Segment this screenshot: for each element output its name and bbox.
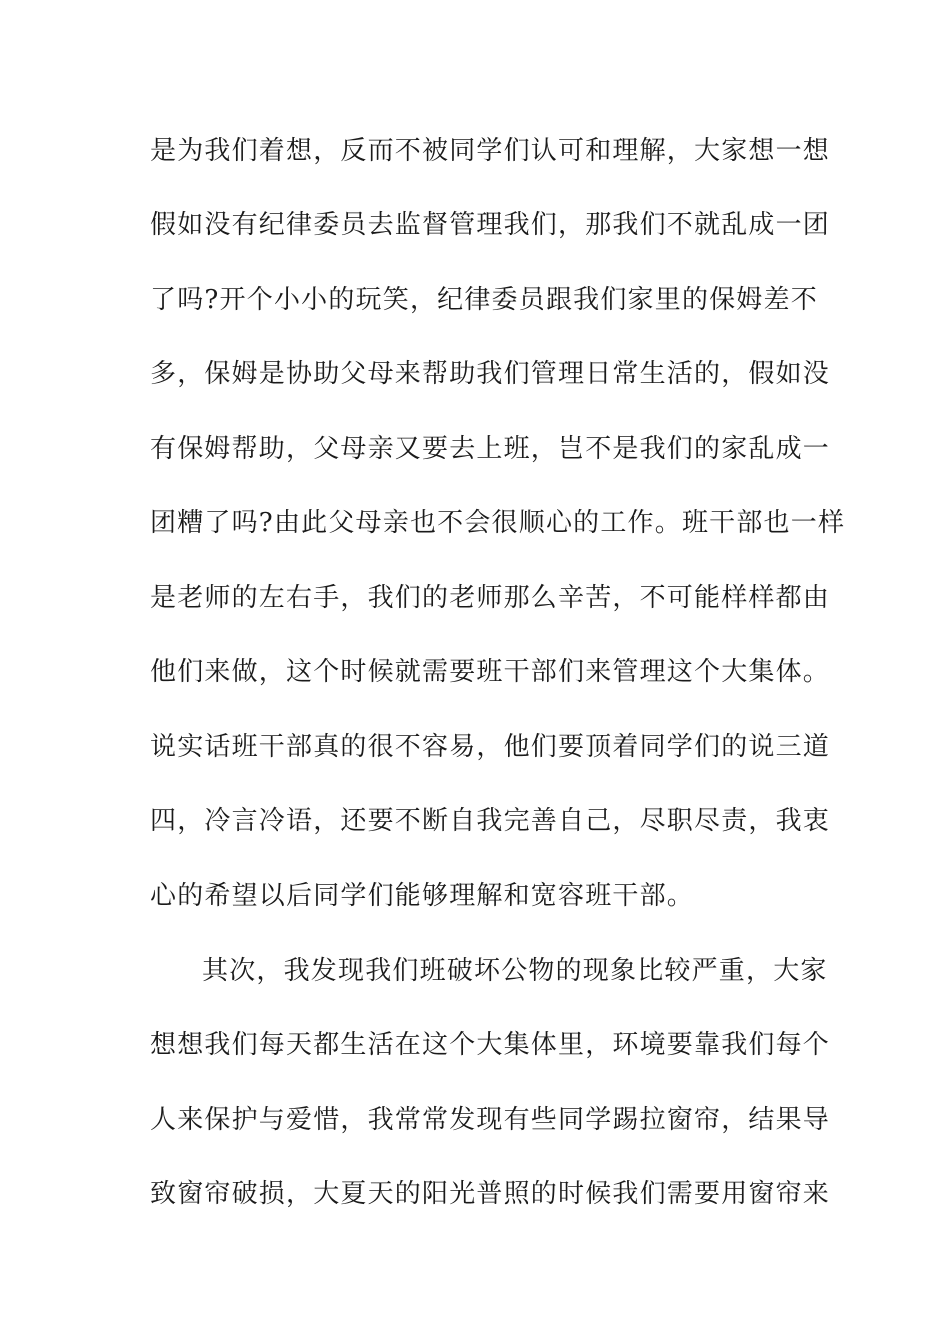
text-line: 团糟了吗?由此父母亲也不会很顺心的工作。班干部也一样	[150, 508, 846, 538]
text-line: 是老师的左右手，我们的老师那么辛苦，不可能样样都由	[150, 583, 831, 613]
text-line: 了吗?开个小小的玩笑，纪律委员跟我们家里的保姆差不	[150, 285, 818, 315]
text-line: 是为我们着想，反而不被同学们认可和理解，大家想一想	[150, 136, 831, 166]
text-line: 有保姆帮助，父母亲又要去上班，岂不是我们的家乱成一	[150, 434, 831, 464]
text-line: 他们来做，这个时候就需要班干部们来管理这个大集体。	[150, 657, 831, 687]
text-line: 多，保姆是协助父母来帮助我们管理日常生活的，假如没	[150, 359, 831, 389]
text-line: 想想我们每天都生活在这个大集体里，环境要靠我们每个	[150, 1030, 831, 1060]
text-line: 致窗帘破损，大夏天的阳光普照的时候我们需要用窗帘来	[150, 1179, 831, 1209]
text-line: 心的希望以后同学们能够理解和宽容班干部。	[150, 881, 695, 911]
text-line: 四，冷言冷语，还要不断自我完善自己，尽职尽责，我衷	[150, 806, 831, 836]
text-line: 说实话班干部真的很不容易，他们要顶着同学们的说三道	[150, 732, 831, 762]
text-line: 人来保护与爱惜，我常常发现有些同学踢拉窗帘，结果导	[150, 1105, 831, 1135]
text-line: 假如没有纪律委员去监督管理我们，那我们不就乱成一团	[150, 210, 831, 240]
paragraph-first-line: 其次，我发现我们班破坏公物的现象比较严重，大家	[202, 956, 828, 986]
